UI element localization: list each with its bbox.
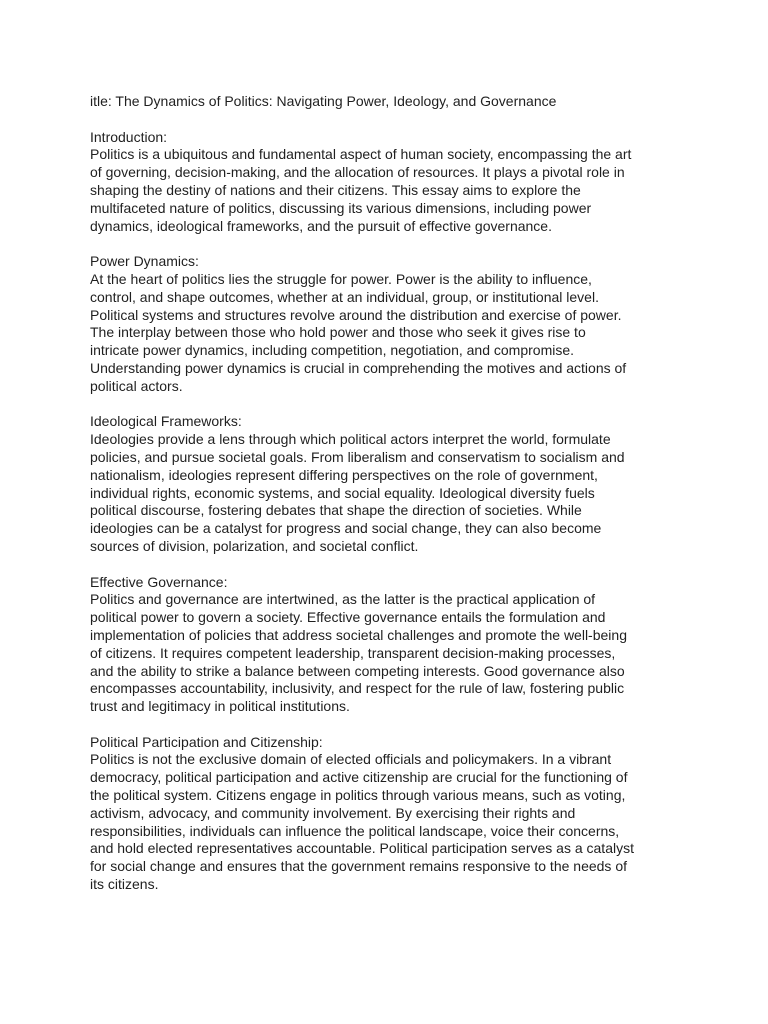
section-body: Politics is not the exclusive domain of elected officials and policymakers. In a vibrant democracy, political participation and active citizenship are crucial for the functioning of the political system. Citizens engage in politics through various means, such as voting, activism, advocacy, and community involvement. By exercising their rights and responsibilities, individuals can influence the political landscape, voice their concerns, and hold elected representatives accountable. Political participation serves as a catalyst for social change and ensures that the government remains responsive to the needs of its citizens. <box>90 751 634 893</box>
section-heading: Introduction: <box>90 128 168 145</box>
section-political-participation <box>90 734 690 894</box>
document-page <box>90 93 690 912</box>
section-heading: Ideological Frameworks: <box>90 413 242 430</box>
section-heading: Political Participation and Citizenship: <box>90 733 323 750</box>
section-power-dynamics <box>90 253 690 395</box>
section-heading: Power Dynamics: <box>90 253 199 270</box>
section-ideological-frameworks <box>90 413 690 555</box>
section-body: Ideologies provide a lens through which political actors interpret the world, formulate policies, and pursue societal goals. From liberalism and conservatism to socialism and nationalism, ideologies represent differing perspectives on the role of government, individual rights, economic systems, and social equality. Ideological diversity fuels political discourse, fostering debates that shape the direction of societies. While ideologies can be a catalyst for progress and social change, they can also become sources of division, polarization, and societal conflict. <box>90 431 625 554</box>
section-introduction <box>90 129 690 236</box>
section-body: At the heart of politics lies the struggle for power. Power is the ability to influence, control, and shape outcomes, whether at an individual, group, or institutional level. Political systems and structures revolve around the distribution and exercise of power. The interplay between those who hold power and those who seek it gives rise to intricate power dynamics, including competition, negotiation, and compromise. Understanding power dynamics is crucial in comprehending the motives and actions of political actors. <box>90 270 627 394</box>
section-effective-governance <box>90 574 690 716</box>
section-body: Politics is a ubiquitous and fundamental aspect of human society, encompassing the art of governing, decision-making, and the allocation of resources. It plays a pivotal role in shaping the destiny of nations and their citizens. This essay aims to explore the multifaceted nature of politics, discussing its various dimensions, including power dynamics, ideological frameworks, and the pursuit of effective governance. <box>90 146 632 234</box>
section-heading: Effective Governance: <box>90 573 228 590</box>
section-body: Politics and governance are intertwined, as the latter is the practical application of political power to govern a society. Effective governance entails the formulation and implementation of policies that address societal challenges and promote the well-being of citizens. It requires competent leadership, transparent decision-making processes, and the ability to strike a balance between competing interests. Good governance also encompasses accountability, inclusivity, and respect for the rule of law, fostering public trust and legitimacy in political institutions. <box>90 591 627 715</box>
document-title: itle: The Dynamics of Politics: Navigating Power, Ideology, and Governance <box>90 93 557 109</box>
